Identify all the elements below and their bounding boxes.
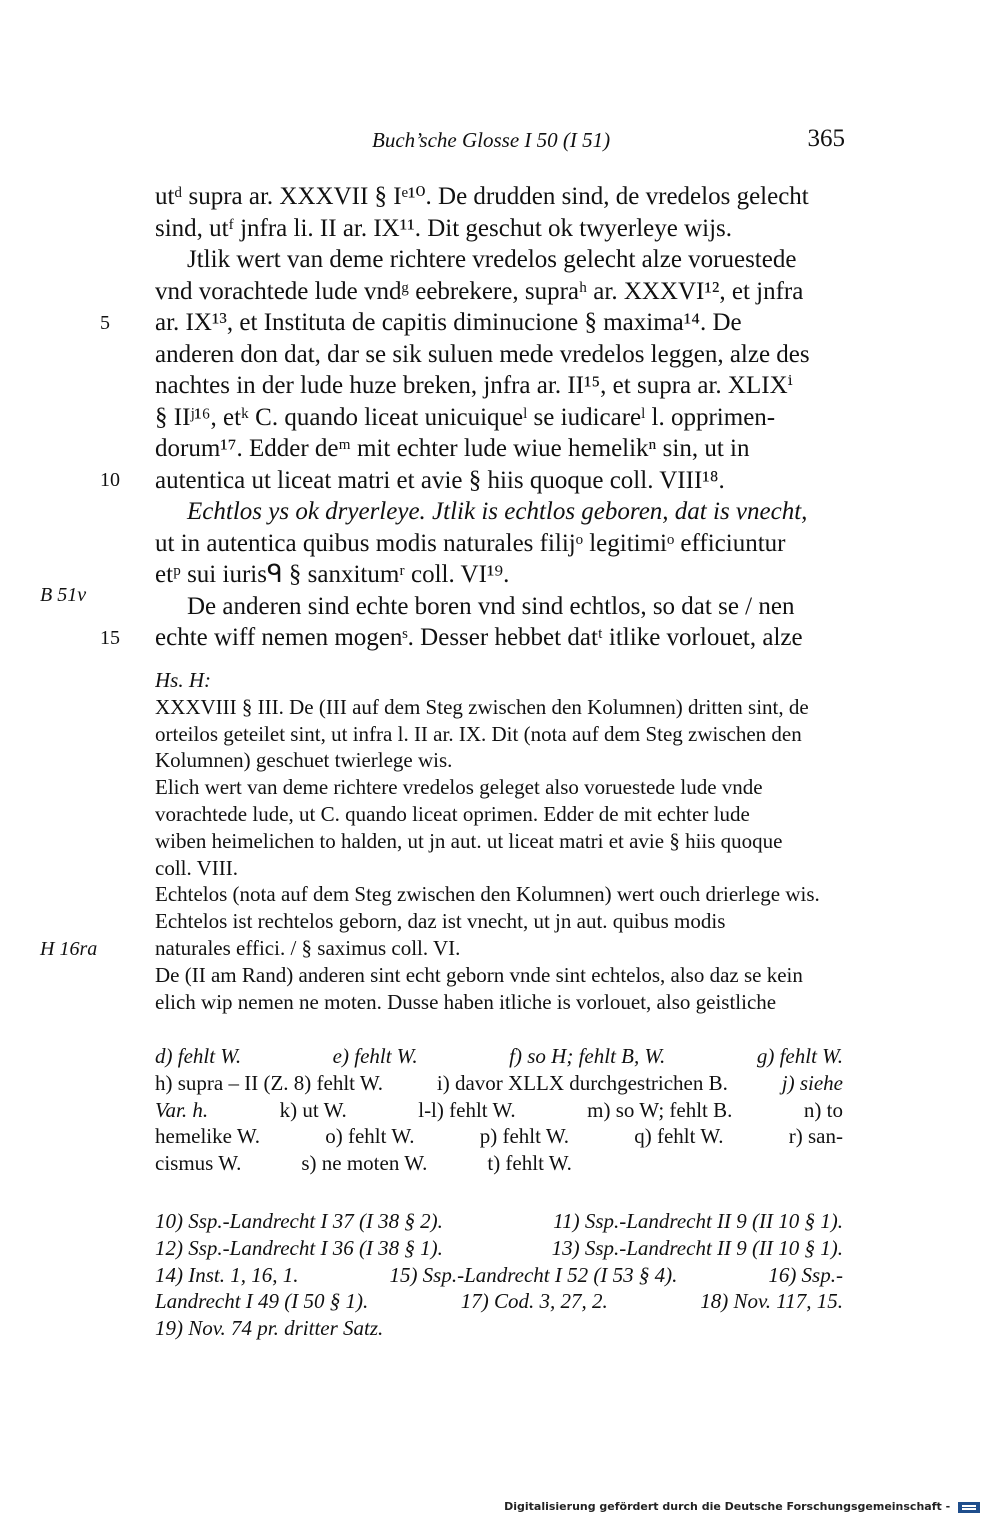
variant-note: j) siehe — [781, 1070, 843, 1095]
variant-note: i) davor XLLX durchgestrichen B. — [436, 1070, 728, 1095]
text-line: etᵖ sui iurisᑫ § sanxitumʳ coll. VI¹⁹. — [155, 561, 510, 588]
apparatus-line — [155, 1097, 843, 1124]
text-line: De anderen sind echte boren vnd sind echtlos, so dat se / nen — [187, 592, 795, 620]
apparatus-line — [155, 1070, 843, 1097]
variant-apparatus — [155, 1043, 843, 1177]
footnote-line — [155, 1262, 843, 1289]
running-header-title: Buch’sche Glosse I 50 (I 51) — [372, 128, 611, 152]
line-number: 15 — [100, 627, 120, 649]
line-number: 10 — [100, 469, 120, 491]
footnote: 13) Ssp.-Landrecht II 9 (II 10 § 1). — [551, 1235, 843, 1260]
manuscript-line: vorachtede lude, ut C. quando liceat oprimen. Edder de mit echter lude — [155, 801, 750, 826]
manuscript-line: Elich wert van deme richtere vredelos geleget also voruestede lude vnde — [155, 775, 763, 800]
text-line: ut in autentica quibus modis naturales filijᵒ legitimiᵒ efficiuntur — [155, 529, 786, 557]
footnote-line — [155, 1315, 843, 1342]
variant-note: r) san- — [788, 1124, 843, 1149]
main-text-block — [155, 181, 843, 654]
digitization-credit — [504, 1500, 980, 1513]
manuscript-line: De (II am Rand) anderen sint echt geborn vnde sint echtelos, also daz se kein — [155, 962, 803, 987]
variant-note: hemelike W. — [155, 1124, 260, 1149]
manuscript-line: XXXVIII § III. De (III auf dem Steg zwischen den Kolumnen) dritten sint, de — [155, 694, 809, 719]
manuscript-line: Kolumnen) geschuet twierlege wis. — [155, 748, 453, 773]
credit-text: Digitalisierung gefördert durch die Deutsche Forschungsgemeinschaft - — [504, 1500, 951, 1513]
manuscript-line: elich wip nemen ne moten. Dusse haben itliche is vorlouet, also geistliche — [155, 989, 777, 1014]
variant-note: m) so W; fehlt B. — [587, 1097, 733, 1122]
manuscript-heading: Hs. H: — [155, 668, 211, 692]
manuscript-h-block — [155, 667, 843, 1015]
variant-note: n) to — [803, 1097, 843, 1122]
footnote-line — [155, 1288, 843, 1315]
line-number: 5 — [100, 312, 110, 334]
footnote: 16) Ssp.- — [768, 1262, 843, 1287]
footnote: 12) Ssp.-Landrecht I 36 (I 38 § 1). — [155, 1235, 443, 1260]
manuscript-line: coll. VIII. — [155, 855, 239, 880]
manuscript-line: orteilos geteilet sint, ut infra l. II ar. IX. Dit (nota auf dem Steg zwischen den — [155, 721, 802, 746]
variant-note: h) supra – II (Z. 8) fehlt W. — [155, 1070, 384, 1095]
variant-note: l-l) fehlt W. — [418, 1097, 516, 1122]
footnote: Landrecht I 49 (I 50 § 1). — [155, 1289, 369, 1314]
variant-note: k) ut W. — [279, 1097, 347, 1122]
apparatus-line — [155, 1150, 843, 1177]
text-line: Echtlos ys ok dryerleye. Jtlik is echtlos geboren, dat is vnecht, — [187, 498, 808, 525]
manuscript-line: Echtelos (nota auf dem Steg zwischen den Kolumnen) wert ouch drierlege wis. — [155, 882, 820, 907]
variant-note: Var. h. — [155, 1097, 209, 1122]
variant-note: d) fehlt W. — [155, 1044, 242, 1068]
margin-note: H 16ra — [40, 938, 98, 960]
variant-note: cismus W. — [155, 1151, 242, 1176]
manuscript-line: naturales effici. / § saximus coll. VI. — [155, 935, 461, 960]
variant-note: q) fehlt W. — [634, 1124, 724, 1149]
variant-note: s) ne moten W. — [301, 1151, 428, 1176]
text-line: utᵈ supra ar. XXXVII § Iᵉ¹⁰. De drudden sind, de vredelos gelecht — [155, 183, 809, 210]
text-line: vnd vorachtede lude vndᵍ eebrekere, supraʰ ar. XXXVI¹², et jnfra — [155, 277, 804, 305]
variant-note: t) fehlt W. — [487, 1151, 572, 1176]
footnote: 11) Ssp.-Landrecht II 9 (II 10 § 1). — [553, 1209, 843, 1233]
variant-note: g) fehlt W. — [756, 1044, 843, 1068]
footnote: 14) Inst. 1, 16, 1. — [155, 1262, 299, 1287]
text-line: § IIʲ¹⁶, etᵏ C. quando liceat unicuiqueˡ se iudicareˡ l. opprimen- — [155, 403, 776, 431]
source-footnotes — [155, 1208, 843, 1342]
footnote: 18) Nov. 117, 15. — [700, 1289, 843, 1314]
text-line: ar. IX¹³, et Instituta de capitis diminucione § maxima¹⁴. De — [155, 309, 742, 336]
margin-note: B 51v — [40, 584, 87, 606]
variant-note: e) fehlt W. — [332, 1044, 418, 1068]
apparatus-line — [155, 1123, 843, 1150]
footnote-line — [155, 1208, 843, 1235]
text-line: echte wiff nemen mogenˢ. Desser hebbet datᵗ itlike vorlouet, alze — [155, 624, 803, 651]
footnote: 19) Nov. 74 pr. dritter Satz. — [155, 1316, 384, 1341]
manuscript-line: Echtelos ist rechtelos geborn, daz ist vnecht, ut jn aut. quibus modis — [155, 909, 726, 934]
variant-note: f) so H; fehlt B, W. — [509, 1044, 666, 1068]
footnote-line — [155, 1235, 843, 1262]
text-line: dorum¹⁷. Edder deᵐ mit echter lude wiue hemelikⁿ sin, ut in — [155, 435, 750, 462]
text-line: sind, utᶠ jnfra li. II ar. IX¹¹. Dit geschut ok twyerleye wijs. — [155, 214, 733, 242]
text-line: Jtlik wert van deme richtere vredelos gelecht alze voruestede — [187, 246, 797, 273]
footnote: 17) Cod. 3, 27, 2. — [460, 1289, 608, 1314]
variant-note: p) fehlt W. — [479, 1124, 569, 1149]
apparatus-line — [155, 1043, 843, 1070]
page-number: 365 — [807, 125, 845, 152]
variant-note: o) fehlt W. — [325, 1124, 415, 1149]
text-line: nachtes in der lude huze breken, jnfra ar. II¹⁵, et supra ar. XLIXⁱ — [155, 372, 793, 399]
footnote: 15) Ssp.-Landrecht I 52 (I 53 § 4). — [389, 1262, 678, 1287]
text-line: autentica ut liceat matri et avie § hiis quoque coll. VIII¹⁸. — [155, 466, 725, 494]
footnote: 10) Ssp.-Landrecht I 37 (I 38 § 2). — [155, 1209, 443, 1233]
text-line: anderen don dat, dar se sik suluen mede vredelos leggen, alze des — [155, 340, 810, 368]
dfg-logo-icon — [958, 1502, 980, 1513]
manuscript-line: wiben heimelichen to halden, ut jn aut. ut liceat matri et avie § hiis quoque — [155, 828, 783, 853]
